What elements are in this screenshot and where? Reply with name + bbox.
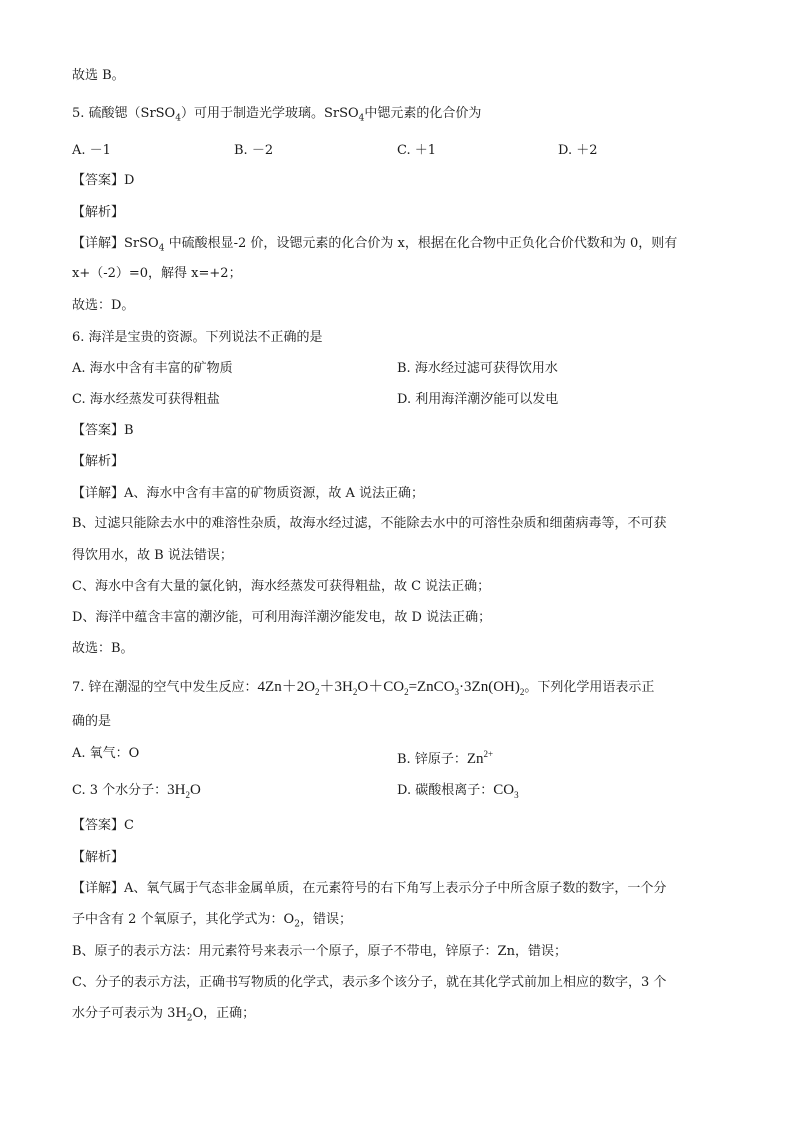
q5-option-a: A. －1 [72, 143, 111, 158]
q5-option-b: B. －2 [234, 143, 274, 158]
q4-conclusion: 故选 B。 [72, 68, 125, 83]
q7-option-a: A. 氧气：O [72, 746, 140, 761]
q5-detail-line2: x+（-2）=0，解得 x=+2； [72, 266, 242, 281]
q7-detail-line5: 水分子可表示为 $3H_2O$，正确； [72, 1006, 256, 1024]
q7-detail-line4: C、分子的表示方法，正确书写物质的化学式，表示多个该分子，就在其化学式前加上相应的数字，3 个 [72, 975, 667, 990]
q5-analysis-heading: 【解析】 [72, 205, 125, 220]
q6-conclusion: 故选：B。 [72, 641, 134, 656]
q6-detail-line: 得饮用水，故 B 说法错误； [72, 548, 233, 563]
q5-conclusion: 故选：D。 [72, 298, 135, 313]
q7-option-d: D. 碳酸根离子：$CO_3$ [397, 782, 519, 800]
q7-detail-line3: B、原子的表示方法：用元素符号来表示一个原子，原子不带电，锌原子：Zn，错误； [72, 944, 567, 959]
q7-detail-line1: 【详解】A、氧气属于气态非金属单质，在元素符号的右下角写上表示分子中所含原子数的数字，一个分 [72, 881, 667, 896]
q7-stem-line2: 确的是 [72, 714, 112, 729]
q6-detail-line: B、过滤只能除去水中的难溶性杂质，故海水经过滤，不能除去水中的可溶性杂质和细菌病毒等，不可获 [72, 516, 667, 531]
q5-stem: 5. 硫酸锶（SrSO$_4$）可用于制造光学玻璃。SrSO$_4$中锶元素的化合价为 [72, 106, 482, 124]
q7-option-b: B. 锌原子：$Zn^{2+}$ [397, 749, 494, 767]
q5-detail-line1: 【详解】SrSO$_4$ 中硫酸根显-2 价，设锶元素的化合价为 x，根据在化合物中正负化合价代数和为 0，则有 [72, 236, 678, 254]
q6-detail-line: C、海水中含有大量的氯化钠，海水经蒸发可获得粗盐，故 C 说法正确； [72, 579, 491, 594]
q7-stem: 7. 锌在潮湿的空气中发生反应：$4Zn+2O_2+3H_2O+CO_2=ZnCO_3\cdot 3Zn(OH)_2$。下列化学用语表示正 [72, 679, 655, 697]
q7-analysis-heading: 【解析】 [72, 850, 125, 865]
q6-detail-line: D、海洋中蕴含丰富的潮汐能，可利用海洋潮汐能发电，故 D 说法正确； [72, 610, 492, 625]
q6-stem: 6. 海洋是宝贵的资源。下列说法不正确的是 [72, 330, 323, 345]
q6-detail-line: 【详解】A、海水中含有丰富的矿物质资源，故 A 说法正确； [72, 486, 425, 501]
q6-option-c: C. 海水经蒸发可获得粗盐 [72, 392, 220, 407]
q7-equation: $4Zn+2O_2+3H_2O+CO_2=ZnCO_3\cdot 3Zn(OH)_2$ [257, 679, 525, 697]
q7-answer: 【答案】C [72, 818, 134, 833]
q6-analysis-heading: 【解析】 [72, 454, 125, 469]
q5-option-c: C. ＋1 [397, 143, 437, 158]
q7-option-c: C. 3 个水分子：$3H_2O$ [72, 782, 201, 800]
q6-option-a: A. 海水中含有丰富的矿物质 [72, 361, 233, 376]
q5-option-d: D. ＋2 [558, 143, 598, 158]
q6-answer: 【答案】B [72, 423, 134, 438]
q5-answer: 【答案】D [72, 173, 135, 188]
q7-detail-line2: 子中含有 2 个氧原子，其化学式为：$O_2$，错误； [72, 912, 352, 930]
q6-option-b: B. 海水经过滤可获得饮用水 [397, 361, 558, 376]
q6-option-d: D. 利用海洋潮汐能可以发电 [397, 392, 559, 407]
